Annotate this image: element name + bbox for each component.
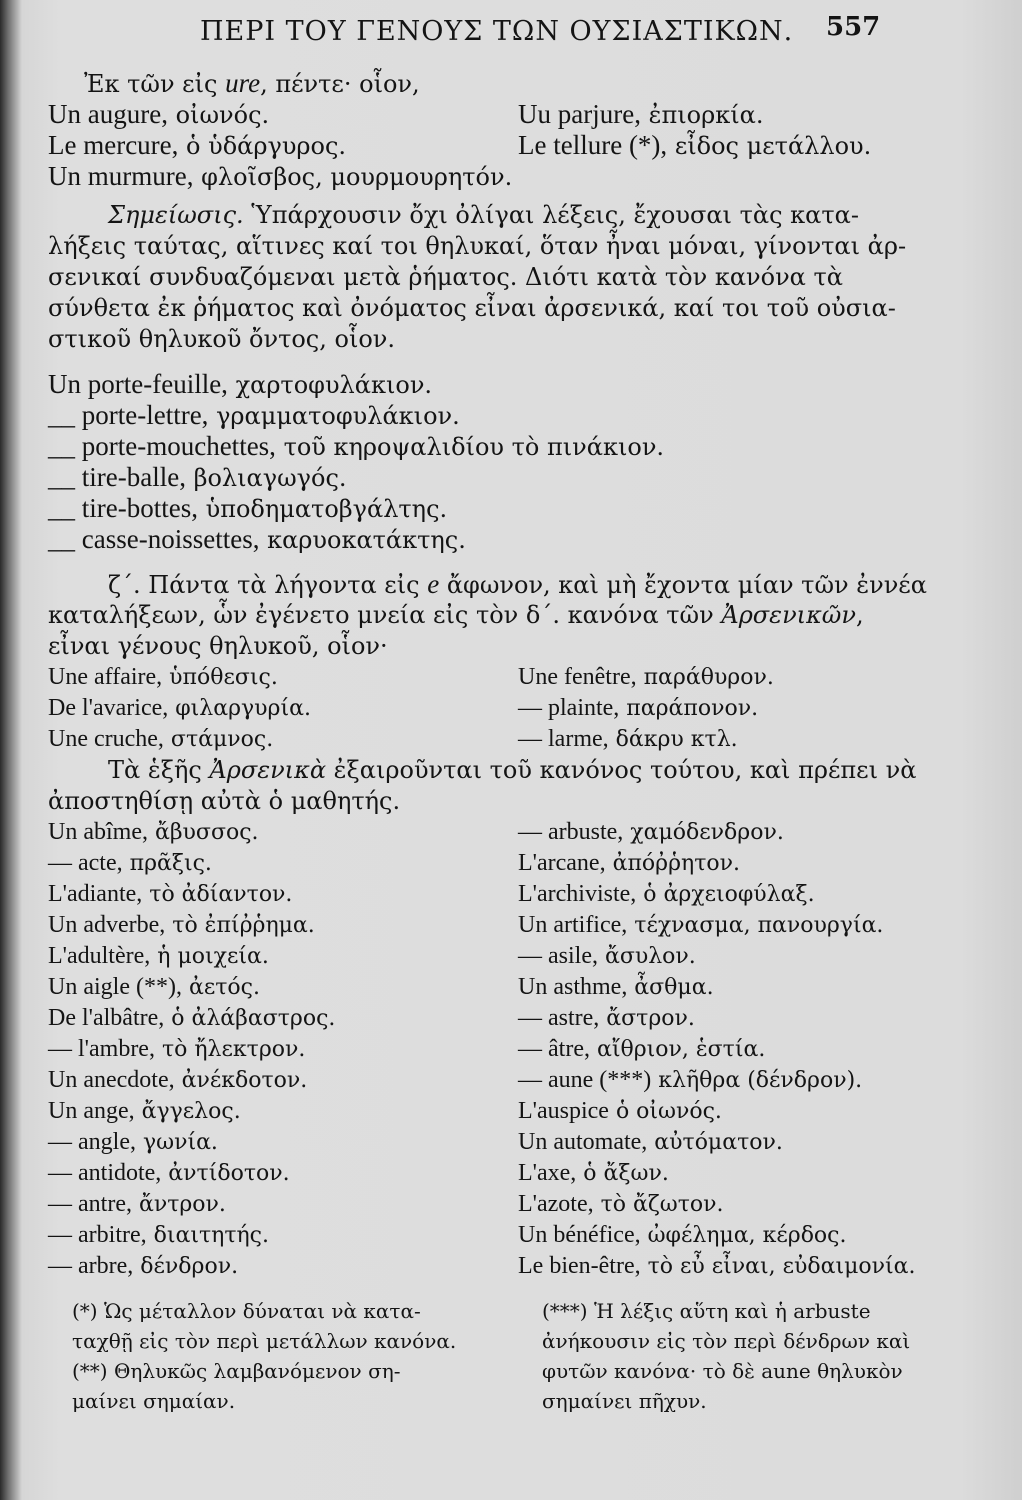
greek-gloss: πρᾶξις. bbox=[122, 851, 212, 876]
list-item bbox=[518, 130, 976, 161]
list-item bbox=[48, 662, 518, 693]
list-item bbox=[48, 1220, 518, 1251]
french-word: De l'albâtre, bbox=[48, 1005, 165, 1031]
list-item bbox=[518, 941, 976, 972]
greek-gloss: τὸ ἀδίαντον. bbox=[142, 882, 293, 907]
greek-gloss: ἐπιορκία. bbox=[640, 101, 764, 129]
greek-gloss: τοῦ κηροψαλιδίου τὸ πινάκιον. bbox=[275, 433, 665, 461]
list-item bbox=[48, 972, 518, 1003]
greek-gloss: ὁ ἄξων. bbox=[576, 1161, 669, 1186]
note-line: λήξεις ταύτας, αἵτινες καί τοι θηλυκαί, ὅταν ἦναι μόναι, γίνονται ἀρ- bbox=[48, 232, 907, 260]
footnote-line: μαίνει σημαίαν. bbox=[72, 1389, 236, 1413]
greek-gloss: παράπονον. bbox=[619, 696, 759, 721]
french-word: Un murmure, bbox=[48, 161, 194, 191]
note-line: στικοῦ θηλυκοῦ ὄντος, οἷον. bbox=[48, 325, 396, 353]
greek-gloss: χαμόδενδρον. bbox=[623, 820, 784, 845]
greek-gloss: φιλαργυρία. bbox=[168, 696, 311, 721]
list-item bbox=[48, 462, 976, 493]
list-item bbox=[48, 1003, 518, 1034]
french-word: — l'ambre, bbox=[48, 1036, 155, 1062]
greek-gloss: αὐτόματον. bbox=[647, 1130, 783, 1155]
french-word: Une cruche, bbox=[48, 726, 164, 752]
exceptions-right bbox=[518, 817, 976, 1282]
french-word: L'arcane, bbox=[518, 850, 606, 876]
french-word: Un aigle (**), bbox=[48, 974, 182, 1000]
french-word: L'archiviste, bbox=[518, 881, 637, 907]
greek-gloss: παράθυρον. bbox=[636, 665, 774, 690]
intro-line bbox=[48, 68, 976, 99]
list-item bbox=[518, 848, 976, 879]
french-word: De l'avarice, bbox=[48, 695, 169, 721]
note-label: Σημείωσις. bbox=[108, 201, 244, 229]
greek-gloss: διαιτητής. bbox=[146, 1223, 269, 1248]
rule-line bbox=[48, 569, 976, 600]
note-line: σύνθετα ἐκ ῥήματος καὶ ὀνόματος εἶναι ἀρσενικά, καί τοι τοῦ οὐσια- bbox=[48, 294, 896, 322]
greek-gloss: ὁ ὑδάργυρος. bbox=[178, 132, 347, 160]
greek-gloss: εἶδος μετάλλου. bbox=[667, 132, 872, 160]
feminine-examples bbox=[48, 662, 976, 755]
list-item bbox=[518, 1065, 976, 1096]
exceptions-intro bbox=[48, 755, 976, 817]
intro-text: ἐξαιροῦνται τοῦ κανόνος τούτου, καὶ πρέπει νὰ bbox=[326, 756, 917, 784]
greek-gloss: ὁ ἀρχειοφύλαξ. bbox=[636, 882, 815, 907]
intro-ending: ure bbox=[225, 68, 261, 98]
list-item bbox=[48, 848, 518, 879]
greek-gloss: δένδρον. bbox=[133, 1254, 239, 1279]
note-paragraph bbox=[48, 200, 976, 355]
list-item bbox=[518, 662, 976, 693]
french-word: Une affaire, bbox=[48, 664, 163, 690]
intro-emphasis: Ἀρσενικὰ bbox=[209, 756, 327, 784]
greek-gloss: ἀνέκδοτον. bbox=[174, 1068, 308, 1093]
page-header bbox=[0, 10, 1022, 50]
footnote-line: φυτῶν κανόνα· τὸ δὲ aune θηλυκὸν bbox=[542, 1359, 903, 1383]
french-word: — acte, bbox=[48, 850, 123, 876]
french-word: L'azote, bbox=[518, 1191, 594, 1217]
french-word: Un abîme, bbox=[48, 819, 148, 845]
french-word: — antidote, bbox=[48, 1160, 162, 1186]
note-line: σενικαί συνδυαζόμεναι μετὰ ῥήματος. Διότι κατὰ τὸν κανόνα τὰ bbox=[48, 263, 843, 291]
french-word: Un automate, bbox=[518, 1129, 648, 1155]
list-item bbox=[48, 817, 518, 848]
french-word: Un porte-feuille, bbox=[48, 369, 228, 399]
footnotes bbox=[48, 1296, 976, 1416]
feminine-examples-right bbox=[518, 662, 976, 755]
greek-gloss: ἄσυλον. bbox=[597, 944, 696, 969]
list-item bbox=[518, 817, 976, 848]
greek-gloss: τὸ ἄζωτον. bbox=[593, 1192, 724, 1217]
rule-text: εἶναι γένους θηλυκοῦ, οἷον· bbox=[48, 632, 388, 660]
french-word: — asile, bbox=[518, 943, 598, 969]
list-item bbox=[48, 1189, 518, 1220]
list-item bbox=[518, 1003, 976, 1034]
french-word: Un ange, bbox=[48, 1098, 135, 1124]
rule-emphasis: Ἀρσενικῶν bbox=[721, 601, 856, 629]
list-item bbox=[518, 1127, 976, 1158]
list-item bbox=[48, 161, 518, 192]
list-item bbox=[518, 1220, 976, 1251]
page-content bbox=[48, 68, 976, 1416]
footnote-line: ἀνήκουσιν εἰς τὸν περὶ δένδρων καὶ bbox=[542, 1329, 911, 1353]
greek-gloss: τὸ ἤλεκτρον. bbox=[154, 1037, 306, 1062]
list-item bbox=[48, 1251, 518, 1282]
list-item bbox=[48, 724, 518, 755]
exceptions-list bbox=[48, 817, 976, 1282]
greek-gloss: ἄγγελος. bbox=[134, 1099, 241, 1124]
list-item bbox=[518, 1251, 976, 1282]
french-word: — astre, bbox=[518, 1005, 600, 1031]
footnote-line: ταχθῇ εἰς τὸν περὶ μετάλλων κανόνα. bbox=[72, 1329, 457, 1353]
list-item bbox=[518, 1158, 976, 1189]
greek-gloss: ἄντρον. bbox=[131, 1192, 226, 1217]
list-item bbox=[48, 693, 518, 724]
footnote-line: (**) Θηλυκῶς λαμβανόμενον ση- bbox=[72, 1359, 401, 1383]
list-item bbox=[48, 369, 976, 400]
intro-text: Τὰ ἑξῆς bbox=[108, 756, 210, 784]
rule-text: ἄφωνον, καὶ μὴ ἔχοντα μίαν τῶν ἐννέα bbox=[439, 571, 927, 599]
french-word: — arbitre, bbox=[48, 1222, 147, 1248]
greek-gloss: ἄβυσσος. bbox=[147, 820, 259, 845]
greek-gloss: ἀπόῤῥητον. bbox=[605, 851, 740, 876]
greek-gloss: ὁ ἀλάβαστρος. bbox=[164, 1006, 336, 1031]
list-item bbox=[518, 99, 976, 130]
greek-gloss: δάκρυ κτλ. bbox=[608, 727, 738, 752]
list-item bbox=[518, 879, 976, 910]
list-item bbox=[518, 972, 976, 1003]
list-item bbox=[48, 1034, 518, 1065]
french-word: Un artifice, bbox=[518, 912, 628, 938]
list-item bbox=[48, 941, 518, 972]
list-item bbox=[518, 693, 976, 724]
list-item bbox=[48, 524, 976, 555]
greek-gloss: ἀετός. bbox=[181, 975, 260, 1000]
greek-gloss: ὁ οἰωνός. bbox=[608, 1099, 722, 1124]
rule-line bbox=[48, 631, 976, 662]
greek-gloss: κλῆθρα (δένδρον). bbox=[651, 1068, 863, 1093]
footnotes-right bbox=[518, 1296, 976, 1416]
footnotes-left bbox=[48, 1296, 518, 1416]
greek-gloss: καρυοκατάκτης. bbox=[259, 526, 466, 554]
french-word: — âtre, bbox=[518, 1036, 590, 1062]
french-word: — angle, bbox=[48, 1129, 136, 1155]
greek-gloss: ἆσθμα. bbox=[627, 975, 714, 1000]
list-item bbox=[518, 1189, 976, 1220]
french-word: __ tire-bottes, bbox=[48, 493, 198, 523]
note-text: Ὑπάρχουσιν ὄχι ὀλίγαι λέξεις, ἔχουσαι τὰς κατα- bbox=[243, 201, 859, 229]
greek-gloss: οἰωνός. bbox=[167, 101, 270, 129]
footnote-line: (*) Ὡς μέταλλον δύναται νὰ κατα- bbox=[72, 1299, 421, 1323]
greek-gloss: τέχνασμα, πανουργία. bbox=[627, 913, 884, 938]
rule-text: καταλήξεων, ὧν ἐγένετο μνεία εἰς τὸν δ΄. κανόνα τῶν bbox=[48, 601, 722, 629]
greek-gloss: βολιαγωγός. bbox=[185, 464, 347, 492]
list-item bbox=[48, 1065, 518, 1096]
greek-gloss: φλοῖσβος, μουρμουρητόν. bbox=[193, 163, 513, 191]
french-word: __ casse-noissettes, bbox=[48, 524, 260, 554]
list-item bbox=[48, 431, 976, 462]
list-item bbox=[48, 99, 518, 130]
french-word: Un anecdote, bbox=[48, 1067, 175, 1093]
french-word: — plainte, bbox=[518, 695, 620, 721]
french-word: — larme, bbox=[518, 726, 609, 752]
footnote-line: (***) Ἡ λέξις αὕτη καὶ ἡ arbuste bbox=[542, 1299, 871, 1323]
french-word: __ tire-balle, bbox=[48, 462, 186, 492]
list-item bbox=[48, 879, 518, 910]
french-word: — aune (***) bbox=[518, 1067, 652, 1093]
greek-gloss: τὸ ἐπίῤῥημα. bbox=[165, 913, 315, 938]
list-item bbox=[518, 1034, 976, 1065]
list-item bbox=[48, 1127, 518, 1158]
greek-gloss: ἡ μοιχεία. bbox=[150, 944, 269, 969]
list-item bbox=[518, 1096, 976, 1127]
french-word: L'adultère, bbox=[48, 943, 151, 969]
exceptions-intro-line: ἀποστηθίσῃ αὐτὰ ὁ μαθητής. bbox=[48, 787, 401, 815]
greek-gloss: στάμνος. bbox=[163, 727, 274, 752]
greek-gloss: ὑπόθεσις. bbox=[162, 665, 278, 690]
exceptions-left bbox=[48, 817, 518, 1282]
greek-gloss: ἀντίδοτον. bbox=[161, 1161, 290, 1186]
french-word: __ porte-mouchettes, bbox=[48, 431, 276, 461]
list-item bbox=[48, 910, 518, 941]
rule-ending: e bbox=[427, 569, 440, 599]
greek-gloss: ὠφέλημα, κέρδος. bbox=[640, 1223, 847, 1248]
list-item bbox=[518, 724, 976, 755]
french-word: __ porte-lettre, bbox=[48, 400, 209, 430]
french-word: Un adverbe, bbox=[48, 912, 166, 938]
intro-suffix: , πέντε· οἷον, bbox=[260, 70, 420, 98]
french-word: Le mercure, bbox=[48, 130, 179, 160]
feminine-examples-left bbox=[48, 662, 518, 755]
greek-gloss: χαρτοφυλάκιον. bbox=[227, 371, 433, 399]
ure-words-left bbox=[48, 99, 518, 192]
greek-gloss: γωνία. bbox=[135, 1130, 218, 1155]
greek-gloss: ἄστρον. bbox=[599, 1006, 695, 1031]
list-item bbox=[48, 493, 976, 524]
rule-line bbox=[48, 600, 976, 631]
greek-gloss: τὸ εὖ εἶναι, εὐδαιμονία. bbox=[640, 1254, 916, 1279]
french-word: L'axe, bbox=[518, 1160, 577, 1186]
french-word: Un bénéfice, bbox=[518, 1222, 641, 1248]
french-word: — arbuste, bbox=[518, 819, 624, 845]
list-item bbox=[48, 130, 518, 161]
ure-words-right bbox=[518, 99, 976, 192]
footnote-line: σημαίνει πῆχυν. bbox=[542, 1389, 707, 1413]
french-word: Uu parjure, bbox=[518, 99, 641, 129]
french-word: L'adiante, bbox=[48, 881, 143, 907]
page-number: 557 bbox=[826, 12, 881, 42]
greek-gloss: γραμματοφυλάκιον. bbox=[208, 402, 460, 430]
list-item bbox=[48, 400, 976, 431]
list-item bbox=[48, 1158, 518, 1189]
french-word: Un augure, bbox=[48, 99, 168, 129]
rule-text: ζ΄. Πάντα τὰ λήγοντα εἰς bbox=[108, 571, 428, 599]
french-word: Le bien-être, bbox=[518, 1253, 641, 1279]
french-word: Le tellure (*), bbox=[518, 130, 668, 160]
intro-prefix: Ἐκ τῶν εἰς bbox=[84, 70, 226, 98]
rule-text: , bbox=[855, 601, 864, 629]
ure-words bbox=[48, 99, 976, 192]
rule-seven-paragraph bbox=[48, 569, 976, 662]
note-line bbox=[48, 200, 976, 231]
french-word: — antre, bbox=[48, 1191, 132, 1217]
list-item bbox=[48, 1096, 518, 1127]
exceptions-intro-line bbox=[48, 755, 976, 786]
compound-list bbox=[48, 369, 976, 555]
list-item bbox=[518, 910, 976, 941]
greek-gloss: ὑποδηματοβγάλτης. bbox=[197, 495, 448, 523]
greek-gloss: αἴθριον, ἑστία. bbox=[589, 1037, 766, 1062]
french-word: Une fenêtre, bbox=[518, 664, 637, 690]
running-title: ΠΕΡΙ ΤΟΥ ΓΕΝΟΥΣ ΤΩΝ ΟΥΣΙΑΣΤΙΚΩΝ. bbox=[200, 16, 794, 47]
french-word: Un asthme, bbox=[518, 974, 628, 1000]
french-word: — arbre, bbox=[48, 1253, 134, 1279]
french-word: L'auspice bbox=[518, 1098, 609, 1124]
